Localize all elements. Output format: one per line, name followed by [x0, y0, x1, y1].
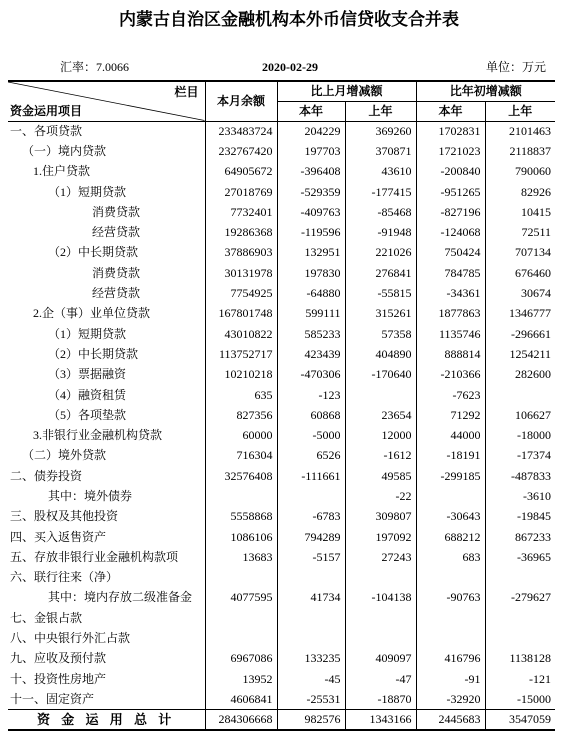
- unit-label: 单位：万元: [486, 60, 547, 74]
- cell-ytd-last-year: 1346777: [485, 304, 555, 324]
- cell-ytd-this-year: 1721023: [416, 141, 485, 161]
- cell-balance: 716304: [205, 446, 277, 466]
- table-row: [8, 283, 555, 303]
- cell-ytd-last-year: -279627: [485, 588, 555, 608]
- cell-ytd-last-year: [485, 385, 555, 405]
- row-label: 3.非银行业金融机构贷款: [33, 428, 163, 443]
- table-body: [8, 121, 555, 730]
- row-label: 九、应收及预付款: [10, 651, 107, 666]
- cell-month-last-year: 1343166: [345, 710, 416, 730]
- corner-bottom-label: 资金运用项目: [10, 103, 83, 118]
- row-label: 经营贷款: [92, 286, 141, 301]
- row-label: 四、买入返售资产: [10, 529, 107, 544]
- table-row: [8, 324, 555, 344]
- cell-ytd-this-year: [416, 628, 485, 648]
- cell-ytd-last-year: 1138128: [485, 649, 555, 669]
- cell-month-this-year: -470306: [277, 365, 345, 385]
- cell-month-this-year: -119596: [277, 222, 345, 242]
- cell-balance: 37886903: [205, 243, 277, 263]
- cell-ytd-this-year: 71292: [416, 405, 485, 425]
- cell-ytd-this-year: -210366: [416, 365, 485, 385]
- row-label: 八、中央银行外汇占款: [10, 631, 131, 646]
- cell-month-this-year: -5157: [277, 547, 345, 567]
- row-label: 其中：境内存放二级准备金: [48, 590, 193, 605]
- cell-ytd-last-year: 282600: [485, 365, 555, 385]
- credit-table: [8, 80, 555, 731]
- table-header: [8, 81, 555, 121]
- cell-balance: 5558868: [205, 507, 277, 527]
- row-label: 五、存放非银行业金融机构款项: [10, 549, 179, 564]
- cell-month-this-year: 132951: [277, 243, 345, 263]
- cell-balance: [205, 486, 277, 506]
- cell-balance: 10210218: [205, 365, 277, 385]
- cell-month-this-year: 794289: [277, 527, 345, 547]
- cell-ytd-last-year: -18000: [485, 425, 555, 445]
- cell-ytd-this-year: 688212: [416, 527, 485, 547]
- cell-month-this-year: 6526: [277, 446, 345, 466]
- cell-month-last-year: 369260: [345, 121, 416, 141]
- cell-month-last-year: 309807: [345, 507, 416, 527]
- row-label: 2.企（事）业单位贷款: [33, 306, 151, 321]
- cell-ytd-last-year: 1254211: [485, 344, 555, 364]
- cell-ytd-last-year: 2118837: [485, 141, 555, 161]
- cell-ytd-last-year: -15000: [485, 689, 555, 709]
- row-label: 十一、固定资产: [10, 691, 95, 706]
- cell-balance: 30131978: [205, 263, 277, 283]
- table-row: [8, 263, 555, 283]
- cell-balance: 827356: [205, 405, 277, 425]
- row-label: 七、金银占款: [10, 610, 83, 625]
- cell-balance: 32576408: [205, 466, 277, 486]
- cell-month-last-year: 404890: [345, 344, 416, 364]
- cell-balance: 284306668: [205, 710, 277, 730]
- row-label: 十、投资性房地产: [10, 671, 107, 686]
- row-label: （3）票据融资: [48, 367, 127, 382]
- total-row: [8, 710, 555, 730]
- cell-month-this-year: 599111: [277, 304, 345, 324]
- row-label: 消费贷款: [92, 204, 141, 219]
- row-label: 资 金 运 用 总 计: [8, 710, 205, 730]
- row-label: （2）中长期贷款: [48, 245, 139, 260]
- table-row: [8, 649, 555, 669]
- row-label: 六、联行往来（净）: [10, 570, 119, 585]
- cell-month-this-year: 133235: [277, 649, 345, 669]
- cell-balance: 232767420: [205, 141, 277, 161]
- cell-ytd-this-year: -951265: [416, 182, 485, 202]
- cell-month-this-year: 585233: [277, 324, 345, 344]
- cell-month-this-year: -409763: [277, 202, 345, 222]
- cell-balance: 13683: [205, 547, 277, 567]
- row-label: 经营贷款: [92, 225, 141, 240]
- cell-ytd-last-year: -36965: [485, 547, 555, 567]
- table-row: [8, 628, 555, 648]
- cell-ytd-last-year: 707134: [485, 243, 555, 263]
- cell-month-this-year: [277, 486, 345, 506]
- cell-ytd-last-year: -296661: [485, 324, 555, 344]
- cell-ytd-this-year: 1877863: [416, 304, 485, 324]
- cell-month-this-year: -111661: [277, 466, 345, 486]
- cell-balance: 7754925: [205, 283, 277, 303]
- cell-month-last-year: 409097: [345, 649, 416, 669]
- cell-month-last-year: 57358: [345, 324, 416, 344]
- table-row: [8, 344, 555, 364]
- cell-balance: [205, 628, 277, 648]
- cell-ytd-last-year: [485, 628, 555, 648]
- cell-month-this-year: -25531: [277, 689, 345, 709]
- cell-ytd-this-year: -30643: [416, 507, 485, 527]
- row-label: 消费贷款: [92, 265, 141, 280]
- cell-ytd-this-year: 1135746: [416, 324, 485, 344]
- cell-balance: 635: [205, 385, 277, 405]
- corner-top-label: 栏目: [174, 85, 199, 99]
- cell-month-this-year: -6783: [277, 507, 345, 527]
- header-row-1: [8, 81, 555, 101]
- cell-balance: 233483724: [205, 121, 277, 141]
- table-row: [8, 162, 555, 182]
- cell-balance: [205, 608, 277, 628]
- cell-month-this-year: 423439: [277, 344, 345, 364]
- row-label: 三、股权及其他投资: [10, 509, 119, 524]
- table-row: [8, 669, 555, 689]
- cell-month-this-year: -5000: [277, 425, 345, 445]
- cell-month-this-year: [277, 568, 345, 588]
- cell-month-last-year: 197092: [345, 527, 416, 547]
- cell-ytd-this-year: 416796: [416, 649, 485, 669]
- table-row: [8, 588, 555, 608]
- table-row: [8, 202, 555, 222]
- cell-ytd-last-year: -17374: [485, 446, 555, 466]
- cell-month-this-year: [277, 608, 345, 628]
- cell-month-last-year: -170640: [345, 365, 416, 385]
- row-label: 二、债券投资: [10, 468, 83, 483]
- row-label: （1）短期贷款: [48, 184, 127, 199]
- table-row: [8, 689, 555, 709]
- header-ytd-this-year: 本年: [416, 101, 485, 121]
- cell-balance: 60000: [205, 425, 277, 445]
- cell-balance: 19286368: [205, 222, 277, 242]
- cell-balance: 1086106: [205, 527, 277, 547]
- cell-month-last-year: -47: [345, 669, 416, 689]
- cell-month-this-year: -529359: [277, 182, 345, 202]
- table-row: [8, 222, 555, 242]
- cell-month-last-year: 221026: [345, 243, 416, 263]
- cell-month-last-year: 43610: [345, 162, 416, 182]
- table-row: [8, 121, 555, 141]
- cell-ytd-this-year: -91: [416, 669, 485, 689]
- cell-month-last-year: -1612: [345, 446, 416, 466]
- cell-month-last-year: [345, 568, 416, 588]
- cell-ytd-last-year: 2101463: [485, 121, 555, 141]
- table-row: [8, 425, 555, 445]
- cell-ytd-this-year: [416, 486, 485, 506]
- cell-ytd-last-year: -121: [485, 669, 555, 689]
- cell-balance: 4077595: [205, 588, 277, 608]
- cell-month-last-year: 370871: [345, 141, 416, 161]
- cell-ytd-last-year: 790060: [485, 162, 555, 182]
- header-balance: 本月余额: [205, 81, 277, 121]
- cell-month-last-year: 276841: [345, 263, 416, 283]
- table-row: [8, 304, 555, 324]
- cell-balance: 113752717: [205, 344, 277, 364]
- cell-month-last-year: 12000: [345, 425, 416, 445]
- cell-ytd-last-year: 30674: [485, 283, 555, 303]
- cell-month-this-year: 197830: [277, 263, 345, 283]
- cell-balance: 6967086: [205, 649, 277, 669]
- cell-ytd-this-year: -200840: [416, 162, 485, 182]
- table-row: [8, 507, 555, 527]
- cell-month-this-year: [277, 628, 345, 648]
- table-row: [8, 466, 555, 486]
- header-vs-year-start: 比年初增减额: [416, 81, 555, 101]
- cell-month-last-year: -18870: [345, 689, 416, 709]
- table-row: [8, 182, 555, 202]
- cell-balance: 13952: [205, 669, 277, 689]
- cell-ytd-this-year: 1702831: [416, 121, 485, 141]
- cell-month-this-year: 41734: [277, 588, 345, 608]
- cell-ytd-this-year: [416, 608, 485, 628]
- table-row: [8, 568, 555, 588]
- cell-month-this-year: 60868: [277, 405, 345, 425]
- cell-ytd-this-year: -32920: [416, 689, 485, 709]
- cell-ytd-last-year: 676460: [485, 263, 555, 283]
- cell-month-last-year: 315261: [345, 304, 416, 324]
- cell-ytd-last-year: [485, 568, 555, 588]
- cell-month-this-year: -45: [277, 669, 345, 689]
- header-ytd-last-year: 上年: [485, 101, 555, 121]
- cell-ytd-last-year: 106627: [485, 405, 555, 425]
- header-month-this-year: 本年: [277, 101, 345, 121]
- cell-ytd-last-year: [485, 608, 555, 628]
- cell-ytd-last-year: -487833: [485, 466, 555, 486]
- cell-ytd-last-year: 10415: [485, 202, 555, 222]
- row-label: （4）融资租赁: [48, 387, 127, 402]
- cell-balance: 7732401: [205, 202, 277, 222]
- table-row: [8, 486, 555, 506]
- header-vs-last-month: 比上月增减额: [277, 81, 416, 101]
- cell-ytd-this-year: -827196: [416, 202, 485, 222]
- cell-month-last-year: 23654: [345, 405, 416, 425]
- cell-month-last-year: [345, 385, 416, 405]
- row-label: 其中：境外债券: [48, 488, 133, 503]
- cell-ytd-this-year: 2445683: [416, 710, 485, 730]
- table-row: [8, 243, 555, 263]
- table-row: [8, 527, 555, 547]
- cell-balance: 64905672: [205, 162, 277, 182]
- cell-balance: 43010822: [205, 324, 277, 344]
- cell-month-last-year: -177415: [345, 182, 416, 202]
- header-month-last-year: 上年: [345, 101, 416, 121]
- cell-month-last-year: -55815: [345, 283, 416, 303]
- row-label: （5）各项垫款: [48, 407, 127, 422]
- table-row: [8, 608, 555, 628]
- cell-ytd-this-year: -34361: [416, 283, 485, 303]
- cell-balance: [205, 568, 277, 588]
- row-label: （1）短期贷款: [48, 326, 127, 341]
- cell-balance: 27018769: [205, 182, 277, 202]
- exchange-rate: 汇率：7.0066: [60, 60, 130, 74]
- cell-ytd-this-year: -90763: [416, 588, 485, 608]
- cell-ytd-last-year: 867233: [485, 527, 555, 547]
- cell-ytd-this-year: [416, 568, 485, 588]
- cell-month-this-year: 204229: [277, 121, 345, 141]
- cell-ytd-this-year: 44000: [416, 425, 485, 445]
- cell-ytd-last-year: 82926: [485, 182, 555, 202]
- cell-month-this-year: 197703: [277, 141, 345, 161]
- cell-month-this-year: -64880: [277, 283, 345, 303]
- cell-month-last-year: -85468: [345, 202, 416, 222]
- row-label: 一、各项贷款: [10, 123, 83, 138]
- report-date: 2020-02-29: [262, 60, 318, 74]
- cell-ytd-this-year: -7623: [416, 385, 485, 405]
- cell-ytd-last-year: 3547059: [485, 710, 555, 730]
- cell-ytd-last-year: -3610: [485, 486, 555, 506]
- cell-balance: 4606841: [205, 689, 277, 709]
- row-label: （一）境内贷款: [22, 143, 107, 158]
- cell-month-last-year: [345, 608, 416, 628]
- row-label: （2）中长期贷款: [48, 346, 139, 361]
- cell-month-last-year: -91948: [345, 222, 416, 242]
- row-label: 1.住户贷款: [33, 164, 91, 179]
- cell-month-last-year: 49585: [345, 466, 416, 486]
- cell-month-this-year: -396408: [277, 162, 345, 182]
- table-row: [8, 385, 555, 405]
- cell-month-last-year: [345, 628, 416, 648]
- table-row: [8, 405, 555, 425]
- cell-month-this-year: -123: [277, 385, 345, 405]
- cell-ytd-this-year: -18191: [416, 446, 485, 466]
- table-row: [8, 141, 555, 161]
- cell-ytd-this-year: 888814: [416, 344, 485, 364]
- cell-ytd-this-year: 750424: [416, 243, 485, 263]
- cell-ytd-last-year: -19845: [485, 507, 555, 527]
- cell-ytd-this-year: 683: [416, 547, 485, 567]
- table-row: [8, 365, 555, 385]
- row-label: （二）境外贷款: [22, 448, 107, 463]
- cell-ytd-this-year: 784785: [416, 263, 485, 283]
- cell-month-last-year: -22: [345, 486, 416, 506]
- corner-header: [8, 81, 205, 121]
- cell-month-last-year: 27243: [345, 547, 416, 567]
- table-row: [8, 547, 555, 567]
- cell-ytd-this-year: -124068: [416, 222, 485, 242]
- report-title: 内蒙古自治区金融机构本外币信贷收支合并表: [119, 10, 459, 29]
- cell-balance: 167801748: [205, 304, 277, 324]
- cell-month-this-year: 982576: [277, 710, 345, 730]
- cell-month-last-year: -104138: [345, 588, 416, 608]
- cell-ytd-last-year: 72511: [485, 222, 555, 242]
- cell-ytd-this-year: -299185: [416, 466, 485, 486]
- table-row: [8, 446, 555, 466]
